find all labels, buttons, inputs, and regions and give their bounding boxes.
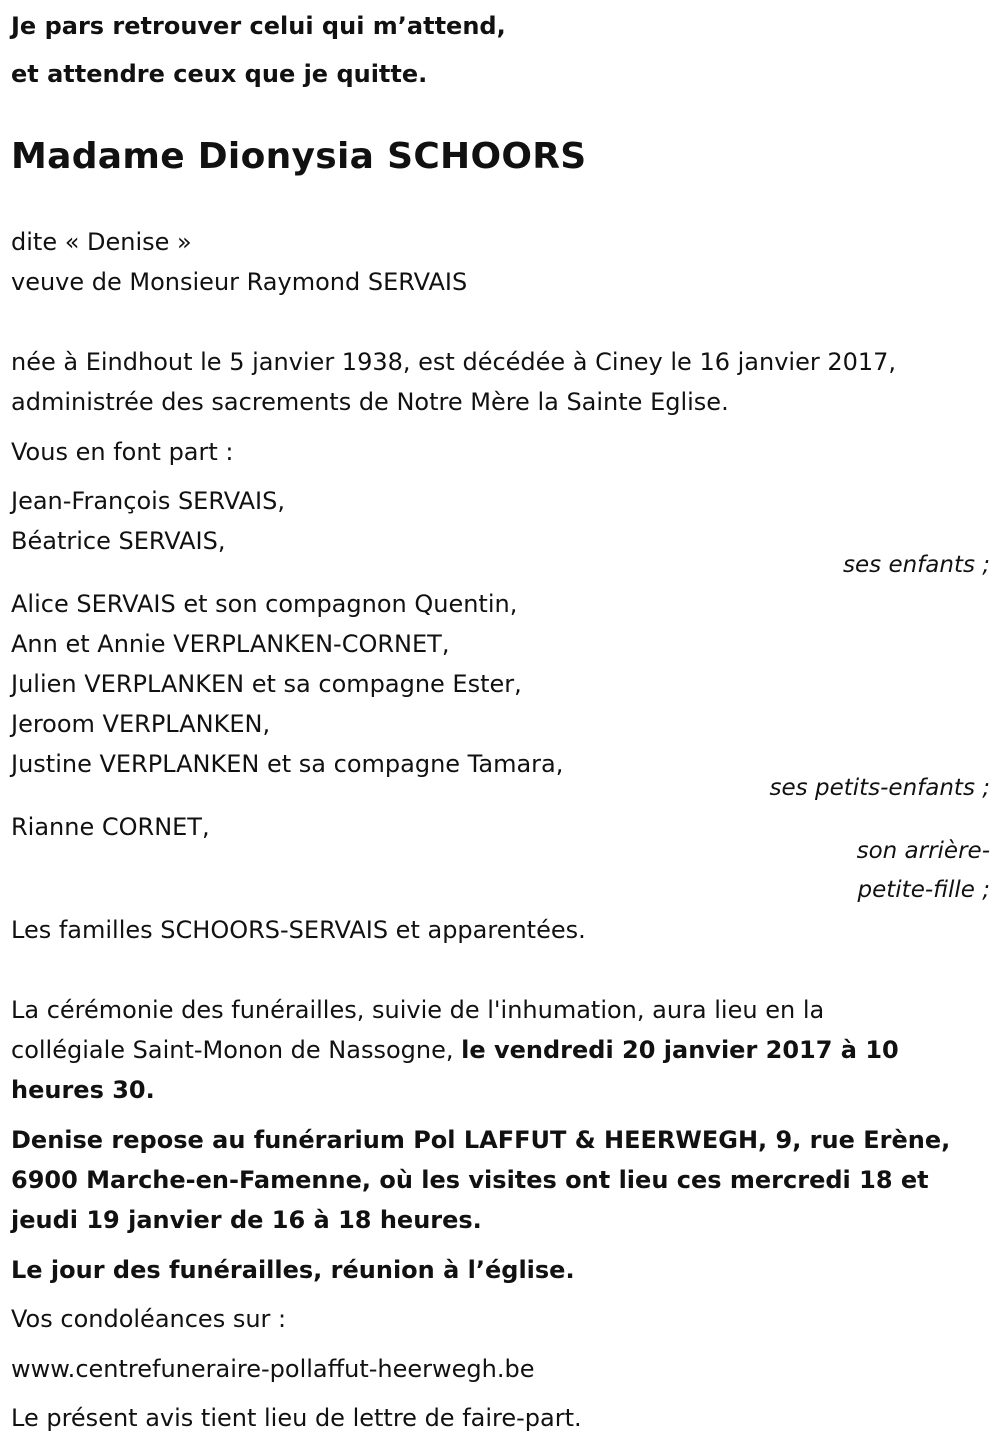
visitation-line-1: Denise repose au funérarium Pol LAFFUT & HEERWEGH, 9, rue Erène, xyxy=(11,1126,951,1154)
ceremony-location: collégiale Saint-Monon de Nassogne, xyxy=(11,1036,462,1064)
page-title: Madame Dionysia SCHOORS xyxy=(11,136,587,177)
family-member-name: Béatrice SERVAIS, xyxy=(11,527,226,555)
family-member-name: Rianne CORNET, xyxy=(11,813,210,841)
families-text: Les familles SCHOORS-SERVAIS et apparentées. xyxy=(11,916,586,944)
ceremony-time-end: heures 30. xyxy=(11,1076,155,1104)
family-member-name: Jeroom VERPLANKEN, xyxy=(11,710,271,738)
nickname-text: dite « Denise » xyxy=(11,228,192,256)
condolences-label: Vos condoléances sur : xyxy=(11,1305,287,1333)
gathering-text: Le jour des funérailles, réunion à l’église. xyxy=(11,1256,575,1284)
ceremony-line-1: La cérémonie des funérailles, suivie de l'inhumation, aura lieu en la xyxy=(11,996,825,1024)
epigraph-line-2: et attendre ceux que je quitte. xyxy=(11,60,428,88)
widow-text: veuve de Monsieur Raymond SERVAIS xyxy=(11,268,468,296)
family-member-name: Julien VERPLANKEN et sa compagne Ester, xyxy=(11,670,522,698)
sacraments-text: administrée des sacrements de Notre Mère la Sainte Eglise. xyxy=(11,388,729,416)
grandchildren-role: ses petits-enfants ; xyxy=(769,775,990,801)
visitation-line-2: 6900 Marche-en-Famenne, où les visites ont lieu ces mercredi 18 et xyxy=(11,1166,929,1194)
children-role: ses enfants ; xyxy=(843,552,990,578)
great-grandchild-role-line-2: petite-fille ; xyxy=(857,877,990,903)
family-member-name: Alice SERVAIS et son compagnon Quentin, xyxy=(11,590,518,618)
footer-notice: Le présent avis tient lieu de lettre de faire-part. xyxy=(11,1404,582,1432)
great-grandchild-role-line-1: son arrière- xyxy=(856,838,990,864)
announcement-intro: Vous en font part : xyxy=(11,438,234,466)
epigraph-line-1: Je pars retrouver celui qui m’attend, xyxy=(11,12,506,40)
family-member-name: Jean-François SERVAIS, xyxy=(11,487,285,515)
visitation-line-3: jeudi 19 janvier de 16 à 18 heures. xyxy=(11,1206,482,1234)
condolences-website-link[interactable]: www.centrefuneraire-pollaffut-heerwegh.be xyxy=(11,1355,535,1383)
family-member-name: Justine VERPLANKEN et sa compagne Tamara, xyxy=(11,750,564,778)
ceremony-line-2 xyxy=(11,1034,899,1066)
birth-death-text: née à Eindhout le 5 janvier 1938, est décédée à Ciney le 16 janvier 2017, xyxy=(11,348,897,376)
family-member-name: Ann et Annie VERPLANKEN-CORNET, xyxy=(11,630,450,658)
ceremony-date-time: le vendredi 20 janvier 2017 à 10 xyxy=(461,1036,899,1064)
